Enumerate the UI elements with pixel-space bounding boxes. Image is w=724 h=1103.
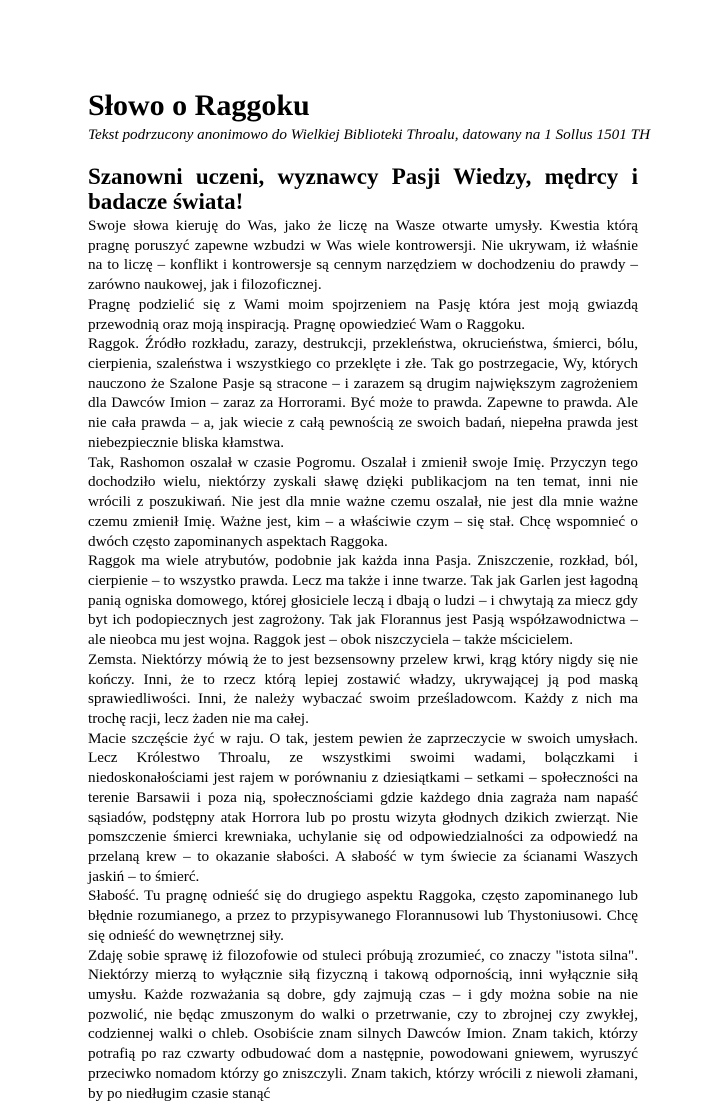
document-title: Słowo o Raggoku (88, 89, 310, 122)
paragraph: Tak, Rashomon oszalał w czasie Pogromu. Oszalał i zmienił swoje Imię. Przyczyn tego dochodziło wielu, niektórzy zyskali sławę dzięki publikacjom na ten temat, inni nie wrócili z poszukiwań. Nie jest dla mnie ważne czemu oszalał, nie jest dla mnie ważne czemu zmienił Imię. Ważne jest, kim – a właściwie czym – się stał. Chcę wspomnieć o dwóch często zapominanych aspektach Raggoka. (88, 453, 638, 550)
paragraph: Raggok. Źródło rozkładu, zarazy, destrukcji, przekleństwa, okrucieństwa, śmierci, bólu, cierpienia, szaleństwa i wszystkiego co przeklęte i złe. Tak go postrzegacie, Wy, których nauczono że Szalone Pasje są stracone – i zarazem są drugim największym zagrożeniem dla Dawców Imion – zaraz za Horrorami. Być może to prawda. Zapewne to prawda. Ale nie cała prawda – a, jak wiecie z całą pewnością ze swoich badań, niepełna prawda jest niebezpiecznie bliska kłamstwa. (88, 335, 638, 451)
paragraph: Słabość. Tu pragnę odnieść się do drugiego aspektu Raggoka, często zapominanego lub błędnie rozumianego, a przez to przypisywanego Florannusowi lub Thystoniusowi. Chcę się odnieść do wewnętrznej siły. (88, 887, 638, 944)
document-body (88, 216, 638, 1103)
paragraph: Zdaję sobie sprawę iż filozofowie od stuleci próbują zrozumieć, co znaczy "istota silna". Niektórzy mierzą to wyłącznie siłą fizyczną i takową odpornością, inni wyłącznie siłą umysłu. Każde rozważania są dobre, gdy zajmują czas – i gdy można sobie na nie pozwolić, nie będąc zmuszonym do walki o przetrwanie, czy to zbrojnej czy zwykłej, codziennej walki o chleb. Osobiście znam silnych Dawców Imion. Znam takich, którzy potrafią po raz czwarty odbudować dom a następnie, powodowani gniewem, wyruszyć przeciwko nomadom którzy go zniszczyli. Znam takich, którzy wrócili z niewoli złamani, by po niedługim czasie stanąć (88, 946, 638, 1102)
paragraph: Macie szczęście żyć w raju. O tak, jestem pewien że zaprzeczycie w swoich umysłach. Lecz Królestwo Throalu, ze wszystkimi swoimi wadami, bolączkami i niedoskonałościami jest rajem w porównaniu z dziesiątkami – setkami – społeczności na terenie Barsawii i poza nią, społecznościami gdzie każdego dnia zagraża nam napaść sąsiadów, podstępny atak Horrora lub po prostu wizyta głodnych dzikich zwierząt. Nie pomszczenie śmierci krewniaka, uchylanie się od odpowiedzialności za odpowiedź na przelaną krew – to okazanie słabości. A słabość w tym świecie za ścianami Waszych jaskiń – to śmierć. (88, 729, 638, 885)
paragraph: Raggok ma wiele atrybutów, podobnie jak każda inna Pasja. Zniszczenie, rozkład, ból, cierpienie – to wszystko prawda. Lecz ma także i inne twarze. Tak jak Garlen jest łagodną panią ogniska domowego, której głosiciele leczą i dbają o ludzi – i chwytają za miecz gdy byt ich podopiecznych jest zagrożony. Tak jak Florannus jest Pasją współzawodnictwa – ale nieobca mu jest wojna. Raggok jest – obok niszczyciela – także mścicielem. (88, 552, 638, 649)
paragraph: Swoje słowa kieruję do Was, jako że liczę na Wasze otwarte umysły. Kwestia którą pragnę poruszyć zapewne wzbudzi w Was wiele kontrowersji. Nie ukrywam, iż właśnie na to liczę – konflikt i kontrowersje są cennym narzędziem w dochodzeniu do prawdy – zarówno naukowej, jak i filozoficznej. (88, 217, 638, 294)
section-heading: Szanowni uczeni, wyznawcy Pasji Wiedzy, mędrcy i badacze świata! (88, 164, 638, 214)
paragraph: Zemsta. Niektórzy mówią że to jest bezsensowny przelew krwi, krąg który nigdy się nie kończy. Inni, że to rzecz którą lepiej zostawić władzy, ukrywającej ją pod maską sprawiedliwości. Inni, że należy wybaczać swoim prześladowcom. Każdy z nich ma trochę racji, lecz żaden nie ma całej. (88, 650, 638, 727)
document-subtitle: Tekst podrzucony anonimowo do Wielkiej Biblioteki Throalu, datowany na 1 Sollus 1501 TH (88, 126, 651, 143)
paragraph: Pragnę podzielić się z Wami moim spojrzeniem na Pasję która jest moją gwiazdą przewodnią oraz moją inspiracją. Pragnę opowiedzieć Wam o Raggoku. (88, 295, 638, 333)
